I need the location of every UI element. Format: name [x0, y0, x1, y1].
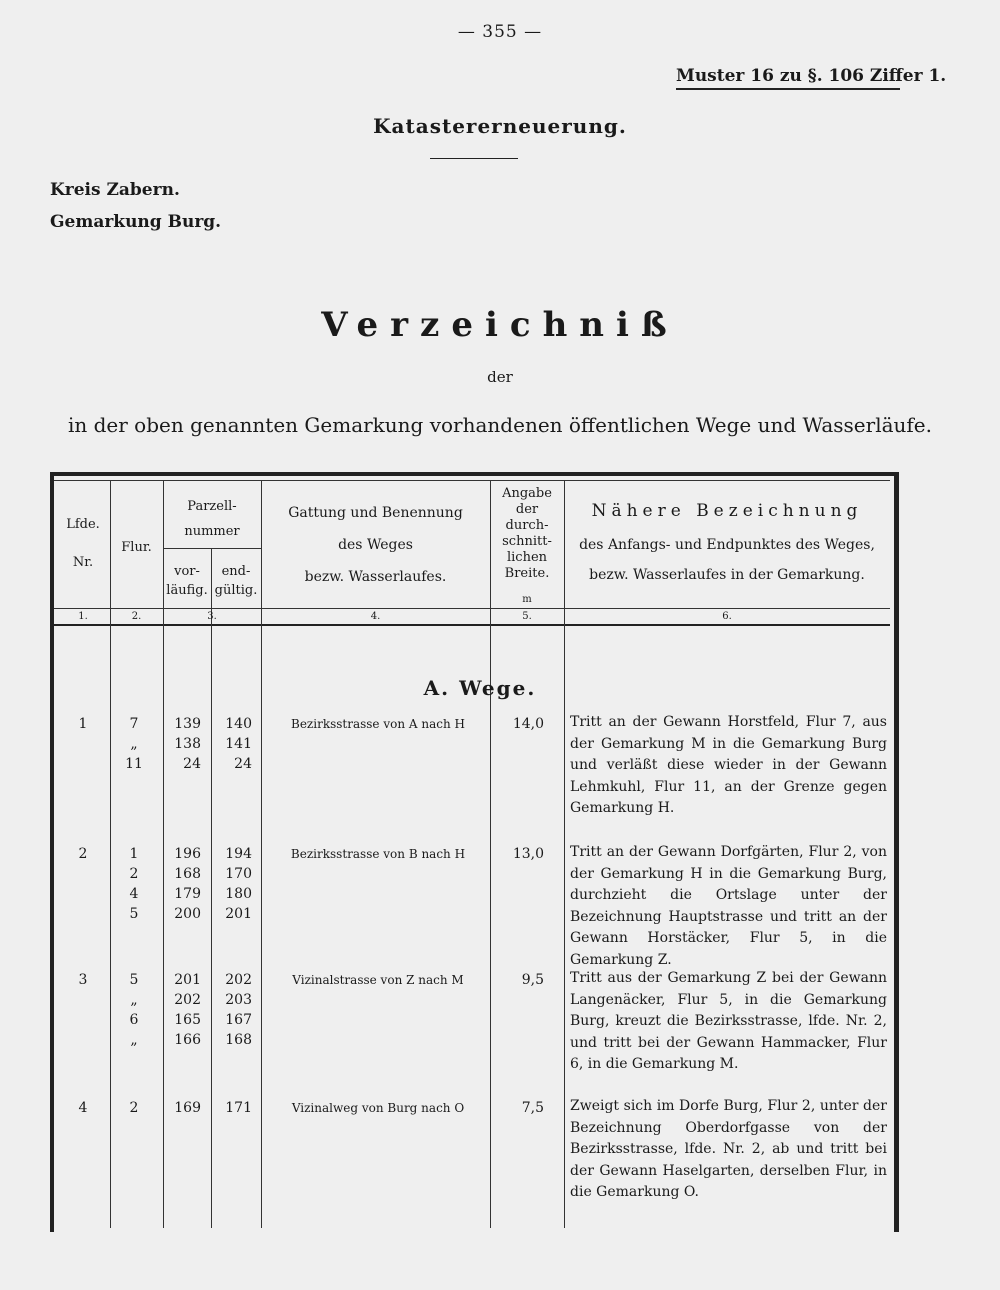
header-naehere: Nähere Bezeichnung [591, 501, 863, 521]
parcel-provisional: 139 [174, 716, 201, 732]
parcel-final: 24 [234, 756, 252, 772]
parcel-final: 202 [225, 972, 252, 988]
header-lfde: Lfde. [66, 517, 100, 532]
way-description: Tritt an der Gewann Horstfeld, Flur 7, aus der Gemarkung M in die Gemarkung Burg und verläßt diese wieder in der Gewann Lehmkuhl, Flur 11, an der Grenze gegen Gemarkung H. [570, 714, 887, 817]
document-subtitle: in der oben genannten Gemarkung vorhandenen öffentlichen Wege und Wasserläufe. [67, 413, 932, 437]
flur-value: „ [130, 1032, 138, 1048]
municipality-label: Gemarkung Burg. [50, 212, 222, 232]
parcel-provisional: 201 [174, 972, 201, 988]
column-number: 3. [207, 611, 217, 622]
flur-value: 2 [129, 866, 139, 882]
parcel-final: 201 [225, 906, 252, 922]
header-naehere-line2: des Anfangs- und Endpunktes des Weges, [579, 537, 875, 553]
header-nr: Nr. [72, 555, 94, 570]
parcel-provisional: 168 [174, 866, 201, 882]
header-gattung: Gattung und Benennung [288, 505, 463, 521]
average-width: 7,5 [521, 1100, 544, 1116]
table-top-inner-rule [54, 480, 890, 481]
way-name: Bezirksstrasse von A nach H [291, 717, 465, 731]
way-description: Tritt aus der Gemarkung Z bei der Gewann Langenäcker, Flur 5, in die Gemarkung Burg, kreuzt die Bezirksstrasse, lfde. Nr. 2, und tritt bei der Gewann Hammacker, Flur 6, in die Gemarkung M. [570, 970, 887, 1073]
flur-value: „ [130, 736, 138, 752]
header-angabe: Angabe der durch- schnitt- lichen Breite. [502, 486, 552, 581]
column-divider [261, 480, 262, 1228]
row-number: 2 [78, 846, 88, 862]
parcel-final: 171 [225, 1100, 252, 1116]
average-width: 13,0 [512, 846, 544, 862]
section-heading: A. Wege. [423, 676, 537, 700]
parcel-final: 140 [225, 716, 252, 732]
parcel-final: 170 [225, 866, 252, 882]
parcel-final: 141 [225, 736, 252, 752]
header-nummer: nummer [184, 524, 240, 539]
parcel-final: 167 [225, 1012, 252, 1028]
flur-value: 2 [129, 1100, 139, 1116]
parcel-provisional: 169 [174, 1100, 201, 1116]
header-naehere-line3: bezw. Wasserlaufes in der Gemarkung. [589, 567, 865, 583]
flur-value: 11 [125, 756, 143, 772]
document-title-connector: der [487, 368, 513, 386]
parcel-final: 203 [225, 992, 252, 1008]
column-number: 6. [722, 611, 732, 622]
flur-value: „ [130, 992, 138, 1008]
parcel-provisional: 196 [174, 846, 201, 862]
header-title: Katastererneuerung. [373, 114, 627, 138]
column-divider [564, 480, 565, 1228]
way-name: Bezirksstrasse von B nach H [290, 847, 466, 861]
page-number: — 355 — [457, 22, 543, 42]
average-width: 9,5 [521, 972, 544, 988]
column-divider [110, 480, 111, 1228]
row-number: 4 [78, 1100, 88, 1116]
column-number: 5. [522, 611, 532, 622]
header-gattung-line3: bezw. Wasserlaufes. [304, 569, 447, 585]
parcel-provisional: 138 [174, 736, 201, 752]
parcel-provisional: 179 [174, 886, 201, 902]
column-number-rule [54, 624, 890, 626]
parcel-final: 168 [225, 1032, 252, 1048]
row-number: 3 [78, 972, 88, 988]
header-bottom-rule [54, 608, 890, 609]
column-number: 2. [131, 611, 142, 622]
header-endgueltig: end- gültig. [214, 564, 258, 598]
parzell-subheader-rule [163, 548, 261, 549]
average-width: 14,0 [512, 716, 544, 732]
header-flur: Flur. [121, 540, 152, 555]
flur-value: 7 [129, 716, 139, 732]
column-number: 4. [370, 611, 381, 622]
parcel-provisional: 202 [174, 992, 201, 1008]
form-reference: Muster 16 zu §. 106 Ziffer 1. [676, 66, 900, 90]
column-number: 1. [78, 611, 88, 622]
parcel-final: 180 [225, 886, 252, 902]
way-description: Zweigt sich im Dorfe Burg, Flur 2, unter der Bezeichnung Oberdorfgasse von der Bezirksstrasse, lfde. Nr. 2, ab und tritt bei der Gewann Haselgarten, derselben Flur, in die Gemarkung O. [570, 1098, 887, 1201]
way-name: Vizinalstrasse von Z nach M [292, 973, 464, 987]
row-number: 1 [78, 716, 88, 732]
parcel-provisional: 200 [174, 906, 201, 922]
document-title: Verzeichniß [321, 305, 679, 345]
district-label: Kreis Zabern. [50, 180, 180, 200]
flur-value: 5 [129, 972, 139, 988]
header-rule [430, 158, 518, 159]
flur-value: 5 [129, 906, 139, 922]
way-description: Tritt an der Gewann Dorfgärten, Flur 2, von der Gemarkung H in die Gemarkung Burg, durchzieht die Ortslage unter der Bezeichnung Hauptstrasse und tritt an der Gewann Horstäcker, Flur 5, in die Gemarkung Z. [570, 844, 887, 968]
header-parzell: Parzell- [187, 499, 237, 514]
flur-value: 6 [129, 1012, 139, 1028]
way-name: Vizinalweg von Burg nach O [291, 1101, 465, 1115]
parcel-provisional: 166 [174, 1032, 201, 1048]
parcel-final: 194 [225, 846, 252, 862]
parcel-provisional: 165 [174, 1012, 201, 1028]
flur-value: 4 [129, 886, 139, 902]
header-angabe-unit: m [522, 594, 532, 605]
flur-value: 1 [129, 846, 139, 862]
column-divider [211, 548, 212, 1228]
header-vorlaeufig: vor- läufig. [166, 564, 208, 598]
header-gattung-line2: des Weges [338, 537, 413, 553]
parcel-provisional: 24 [183, 756, 201, 772]
